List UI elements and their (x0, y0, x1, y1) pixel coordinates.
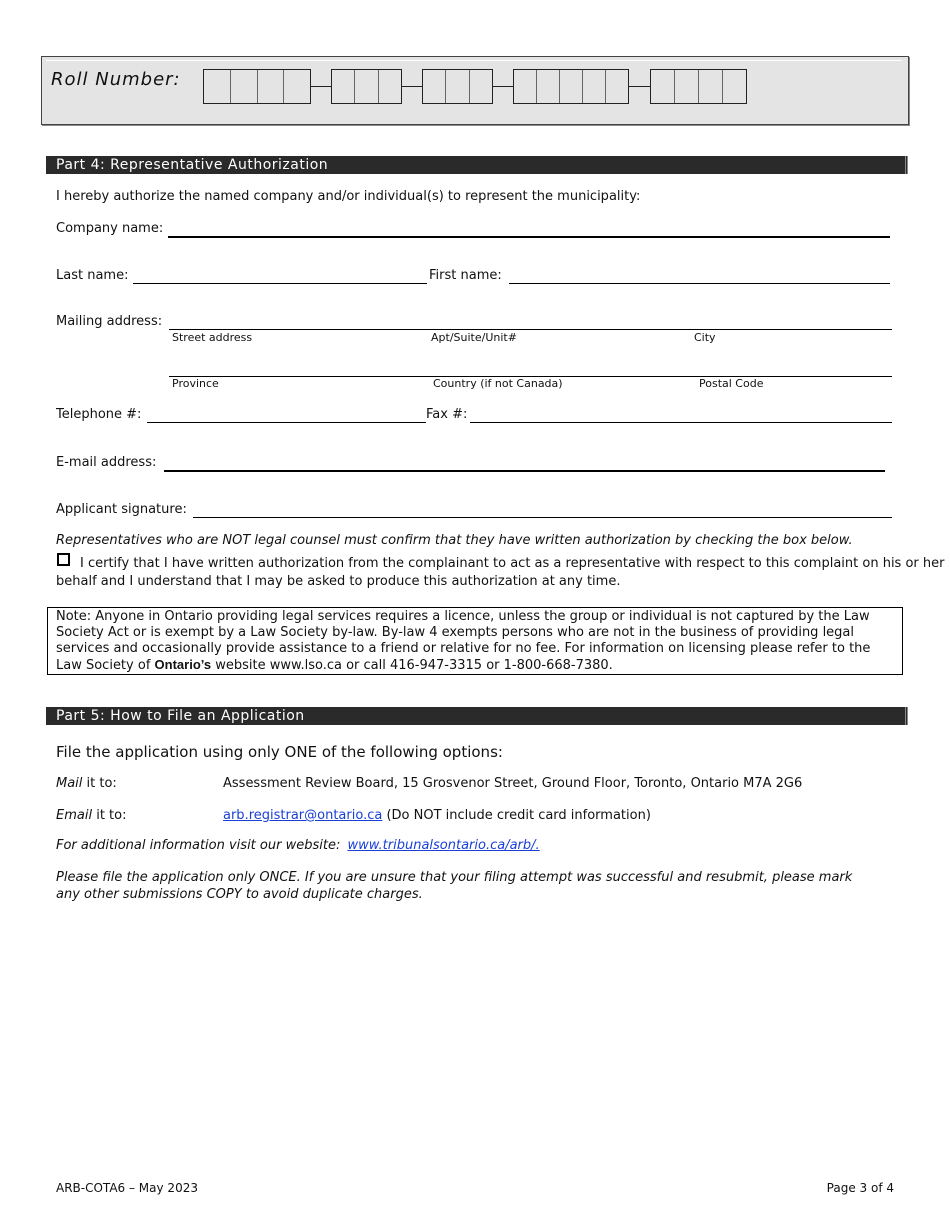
roll-separator (492, 86, 513, 87)
province-caption: Province (172, 377, 219, 390)
roll-digit-cell[interactable] (606, 70, 628, 103)
roll-digit-cell[interactable] (284, 70, 310, 103)
legal-services-note (47, 607, 903, 675)
note-text: Note: Anyone in Ontario providing legal services requires a licence, unless the group or individual is not captured by the Law Society Act or is exempt by a Law Society by-law. By-law 4 exempts persons who are not in the business of providing legal services and occasionally provide assistance to a friend or relative for no fee. For information on licensing please refer to the Law Society of (56, 609, 871, 673)
roll-digit-cell[interactable] (446, 70, 469, 103)
company-name-label: Company name: (56, 221, 164, 236)
signature-field[interactable] (193, 517, 892, 518)
certify-text-line2: behalf and I understand that I may be asked to produce this authorization at any time. (56, 574, 621, 589)
roll-digit-cell[interactable] (560, 70, 583, 103)
signature-label: Applicant signature: (56, 502, 187, 517)
part4-intro: I hereby authorize the named company and/or individual(s) to represent the municipality: (56, 189, 641, 204)
roll-number-segment-2[interactable] (331, 69, 402, 104)
file-once-line1: Please file the application only ONCE. If you are unsure that your filing attempt was successful and resubmit, please mark (56, 870, 853, 885)
form-id: ARB-COTA6 – May 2023 (56, 1181, 198, 1195)
country-caption: Country (if not Canada) (433, 377, 563, 390)
postal-code-caption: Postal Code (699, 377, 764, 390)
website-link[interactable]: www.tribunalsontario.ca/arb/. (347, 838, 540, 853)
email-option-label (56, 808, 126, 823)
roll-separator (310, 86, 331, 87)
roll-digit-cell[interactable] (537, 70, 560, 103)
roll-digit-cell[interactable] (423, 70, 446, 103)
roll-digit-cell[interactable] (204, 70, 231, 103)
note-text-end: website www.lso.ca or call 416-947-3315 or 1-800-668-7380. (211, 658, 613, 673)
roll-digit-cell[interactable] (258, 70, 285, 103)
last-name-field[interactable] (133, 283, 427, 284)
email-label-rest: it to: (92, 808, 127, 823)
mail-label (56, 776, 117, 791)
email-note: (Do NOT include credit card information) (382, 808, 651, 823)
roll-digit-cell[interactable] (651, 70, 675, 103)
email-label-emphasis: Email (56, 808, 93, 823)
fax-field[interactable] (470, 422, 892, 423)
telephone-field[interactable] (147, 422, 426, 423)
authorization-checkbox[interactable] (57, 553, 70, 566)
city-caption: City (694, 331, 716, 344)
roll-digit-cell[interactable] (470, 70, 492, 103)
roll-digit-cell[interactable] (514, 70, 537, 103)
fax-label: Fax #: (426, 407, 468, 422)
roll-digit-cell[interactable] (583, 70, 606, 103)
roll-number-segment-3[interactable] (422, 69, 493, 104)
part5-header: Part 5: How to File an Application (46, 707, 908, 725)
roll-digit-cell[interactable] (379, 70, 401, 103)
roll-digit-cell[interactable] (675, 70, 699, 103)
email-option-value (223, 808, 651, 823)
file-once-line2: any other submissions COPY to avoid duplicate charges. (56, 887, 423, 902)
note-bold-text: Ontario’s (154, 657, 212, 672)
roll-separator (628, 86, 650, 87)
representative-notice: Representatives who are NOT legal counsel must confirm that they have written authorization by checking the box below. (56, 533, 853, 548)
roll-number-segment-5[interactable] (650, 69, 747, 104)
roll-digit-cell[interactable] (231, 70, 258, 103)
roll-digit-cell[interactable] (723, 70, 746, 103)
mailing-address-label: Mailing address: (56, 314, 163, 329)
mail-label-rest: it to: (82, 776, 117, 791)
first-name-label: First name: (429, 268, 502, 283)
website-line (56, 838, 540, 853)
roll-number-segment-1[interactable] (203, 69, 311, 104)
company-name-field[interactable] (168, 236, 890, 238)
roll-number-segment-4[interactable] (513, 69, 629, 104)
roll-separator (401, 86, 422, 87)
registrar-email-link[interactable]: arb.registrar@ontario.ca (223, 808, 383, 823)
email-label: E-mail address: (56, 455, 157, 470)
website-text: For additional information visit our website: (56, 838, 345, 853)
page-number: Page 3 of 4 (826, 1181, 894, 1195)
roll-number-label: Roll Number: (51, 69, 181, 90)
mail-address: Assessment Review Board, 15 Grosvenor Street, Ground Floor, Toronto, Ontario M7A 2G6 (223, 776, 803, 791)
roll-digit-cell[interactable] (355, 70, 378, 103)
apt-suite-caption: Apt/Suite/Unit# (431, 331, 517, 344)
part5-intro: File the application using only ONE of the following options: (56, 743, 503, 761)
roll-panel-highlight (46, 60, 902, 61)
first-name-field[interactable] (509, 283, 890, 284)
roll-digit-cell[interactable] (332, 70, 355, 103)
mailing-address-line1-field[interactable] (169, 329, 892, 330)
telephone-label: Telephone #: (56, 407, 142, 422)
street-address-caption: Street address (172, 331, 253, 344)
part4-header: Part 4: Representative Authorization (46, 156, 908, 174)
roll-digit-cell[interactable] (699, 70, 723, 103)
certify-text-line1: I certify that I have written authorization from the complainant to act as a representative with respect to this complaint on his or her (80, 556, 945, 571)
email-field[interactable] (164, 470, 885, 472)
mail-label-emphasis: Mail (56, 776, 83, 791)
last-name-label: Last name: (56, 268, 129, 283)
